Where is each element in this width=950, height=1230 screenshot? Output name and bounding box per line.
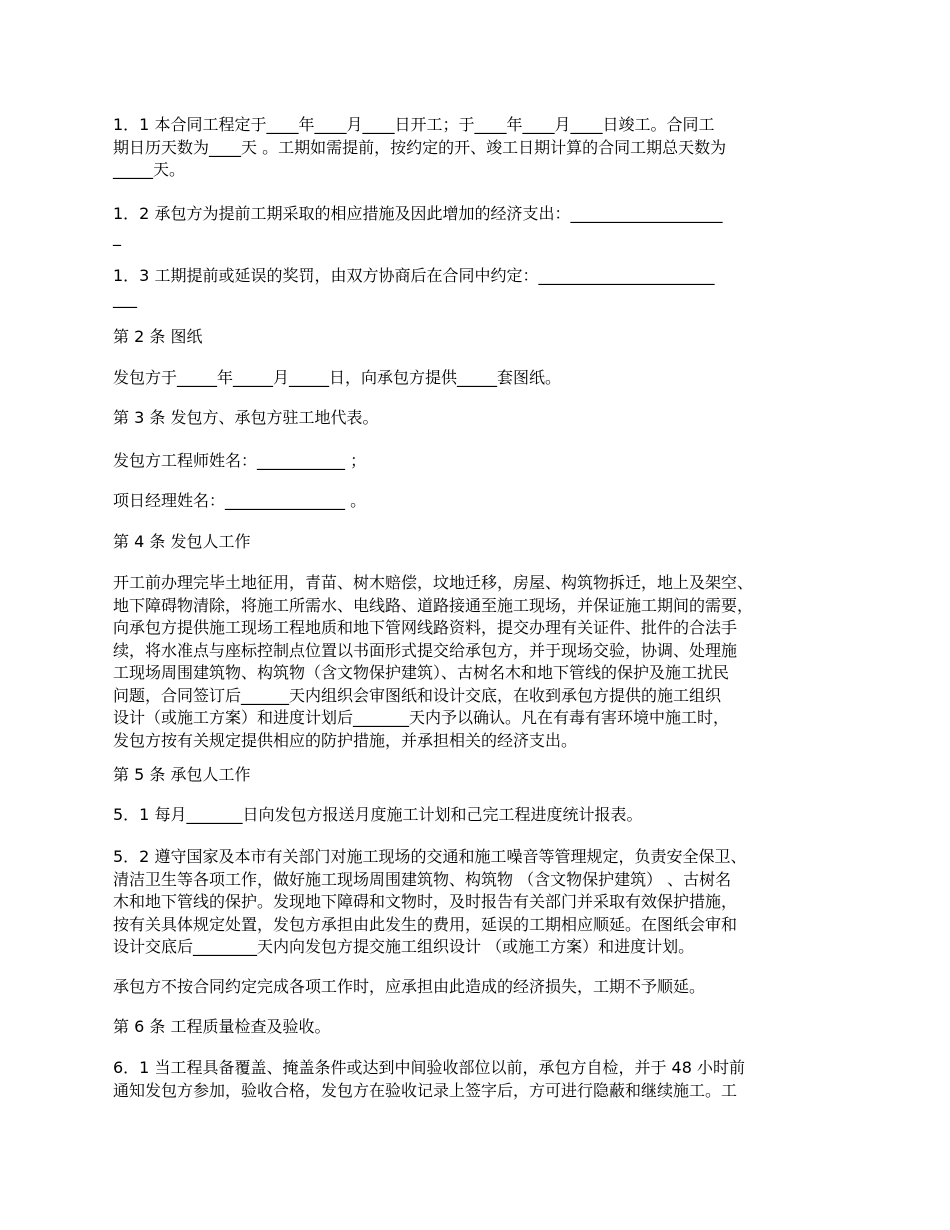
text-line: 期日历天数为____天 。工期如需提前，按约定的开、竣工日期计算的合同工期总天数为	[113, 137, 727, 157]
clause-1-2	[113, 203, 853, 248]
text-line: 发包方按有关规定提供相应的防护措施，并承担相关的经济支出。	[113, 730, 578, 750]
section-heading-5: 第 5 条 承包人工作	[113, 765, 251, 784]
clause-5-3	[113, 976, 853, 999]
text-line: 地下障碍物清除，将施工所需水、电线路、道路接通至施工现场，并保证施工期间的需要，	[113, 595, 754, 615]
clause-3-2	[113, 490, 853, 513]
clause-3-1	[113, 450, 853, 473]
text-line: 清洁卫生等各项工作，做好施工现场周围建筑物、构筑物 （含文物保护建筑） 、古树名	[113, 869, 732, 889]
section-heading-2: 第 2 条 图纸	[113, 327, 203, 346]
section-heading-6: 第 6 条 工程质量检查及验收。	[113, 1017, 331, 1036]
text-line: 5．1 每月_______日向发包方报送月度施工计划和己完工程进度统计报表。	[113, 805, 643, 824]
text-line: 木和地下管线的保护。发现地下障碍和文物时，及时报告有关部门并采取有效保护措施，	[113, 892, 738, 911]
text-line: 工现场周围建筑物、构筑物（含文物保护建筑）、古树名木和地下管线的保护及施工扰民	[113, 663, 730, 682]
text-line: 设计（或施工方案）和进度计划后_______天内予以确认。凡在有毒有害环境中施工时，	[113, 708, 730, 727]
text-line: 承包方不按合同约定完成各项工作时，应承担由此造成的经济损失，工期不予顺延。	[113, 977, 706, 996]
text-line: 1．3 工期提前或延误的奖罚，由双方协商后在合同中约定：______________________	[113, 266, 715, 285]
clause-2	[113, 367, 853, 390]
text-line: 发包方工程师姓名：___________ ；	[113, 451, 367, 470]
text-line: 通知发包方参加，验收合格，发包方在验收记录上签字后，方可进行隐蔽和继续施工。工	[113, 1080, 738, 1100]
text-line: _	[113, 226, 121, 246]
clause-5-2	[113, 846, 853, 959]
text-line: ___	[113, 288, 137, 308]
section-heading-3: 第 3 条 发包方、承包方驻工地代表。	[113, 408, 379, 427]
clause-1-3	[113, 265, 853, 310]
clause-1-1	[113, 114, 853, 182]
text-line: 续，将水准点与座标控制点位置以书面形式提交给承包方，并于现场交验，协调、处理施	[113, 640, 738, 660]
text-line: 6．1 当工程具备覆盖、掩盖条件或达到中间验收部位以前，承包方自检，并于 48 小时前	[113, 1058, 745, 1077]
text-line: 向承包方提供施工现场工程地质和地下管网线路资料，提交办理有关证件、批件的合法手	[113, 618, 738, 637]
text-line: 按有关具体规定处置，发包方承担由此发生的费用，延误的工期相应顺延。在图纸会审和	[113, 914, 738, 934]
text-line: 设计交底后________天内向发包方提交施工组织设计 （或施工方案）和进度计划。	[113, 937, 695, 956]
text-line: 项日经理姓名：_______________ 。	[113, 491, 367, 510]
text-line: 问题，合同签订后______天内组织会审图纸和设计交底，在收到承包方提供的施工组织	[113, 685, 722, 705]
text-line: 开工前办理完毕土地征用，青苗、树木赔偿，坟地迁移，房屋、构筑物拆迁，地上及架空、	[113, 573, 754, 592]
text-line: _____天。	[113, 160, 186, 179]
text-line: 1．1 本合同工程定于____年____月____日开工；于____年____月____日竣工。合同工	[113, 115, 715, 134]
text-line: 1．2 承包方为提前工期采取的相应措施及因此增加的经济支出：___________________	[113, 204, 723, 223]
clause-5-1	[113, 804, 853, 827]
clause-4	[113, 572, 853, 752]
clause-6-1	[113, 1057, 853, 1102]
text-line: 发包方于_____年_____月_____日，向承包方提供_____套图纸。	[113, 368, 562, 387]
text-line: 5．2 遵守国家及本市有关部门对施工现场的交通和施工噪音等管理规定，负责安全保卫、	[113, 847, 747, 866]
section-heading-4: 第 4 条 发包人工作	[113, 532, 251, 551]
